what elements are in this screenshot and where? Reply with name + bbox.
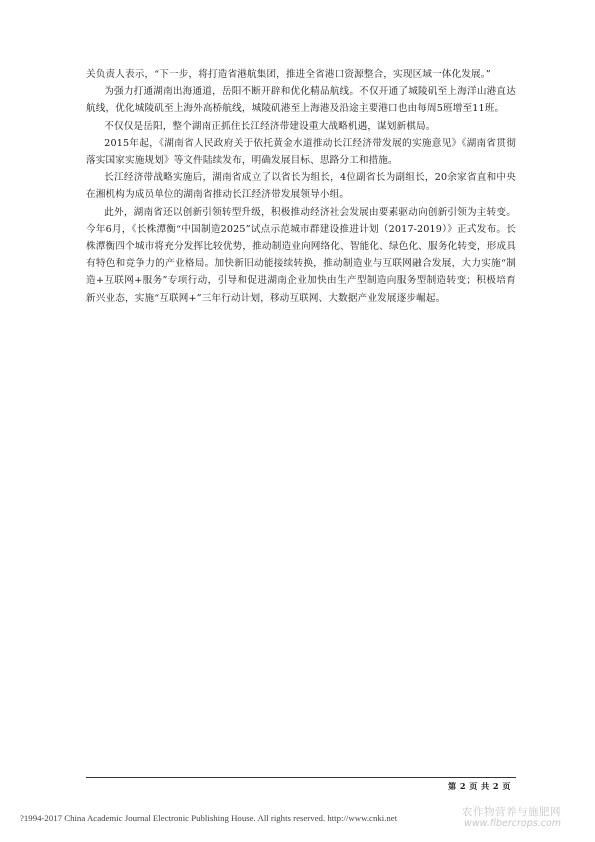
footer-divider [86, 777, 516, 778]
watermark-url: www.fibercrops.com [464, 818, 561, 829]
paragraph-3: 不仅仅是岳阳，整个湖南正抓住长江经济带建设重大战略机遇，谋划新棋局。 [104, 120, 436, 132]
article-body [86, 66, 516, 307]
paragraph-2: 为强力打通湖南出海通道，岳阳不断开辟和优化精品航线。不仅开通了城陵矶至上海洋山港直达航线，优化城陵矶至上海外高桥航线，城陵矶港至上海港及沿途主要港口也由每周5班增至11班。 [86, 86, 516, 115]
watermark [462, 806, 561, 830]
paragraph-5: 长江经济带战略实施后，湖南省成立了以省长为组长，4位副省长为副组长，20余家省直和中央在湘机构为成员单位的湖南省推动长江经济带发展领导小组。 [86, 172, 516, 201]
watermark-text: 农作物营养与施肥网 [462, 806, 561, 818]
paragraph-6: 此外，湖南省还以创新引领转型升级，积极推动经济社会发展由要素驱动向创新引领为主转变。今年6月，《长株潭衡“中国制造2025”试点示范城市群建设推进计划（2017-2019）》正式发布。长株潭衡四个城市将充分发挥比较优势，推动制造业向网络化、智能化、绿色化、服务化转变，形成具有特色和竞争力的产业格局。加快新旧动能接续转换，推动制造业与互联网融合发展，大力实施“制造+互联网+服务”专项行动，引导和促进湖南企业加快由生产型制造向服务型制造转变；积极培育新兴业态，实施“互联网+”三年行动计划，移动互联网、大数据产业发展逐步崛起。 [86, 206, 516, 304]
paragraph-4: 2015年起，《湖南省人民政府关于依托黄金水道推动长江经济带发展的实施意见》《湖南省贯彻落实国家实施规划》等文件陆续发布，明确发展目标、思路分工和措施。 [86, 137, 516, 167]
paragraph-1: 关负责人表示，“下一步，将打造省港航集团，推进全省港口资源整合，实现区域一体化发展。” [86, 69, 491, 80]
page-number: 第 2 页 共 2 页 [448, 781, 511, 791]
copyright-notice: ?1994-2017 China Academic Journal Electronic Publishing House. All rights reserved. http://www.cnki.net [20, 813, 398, 823]
